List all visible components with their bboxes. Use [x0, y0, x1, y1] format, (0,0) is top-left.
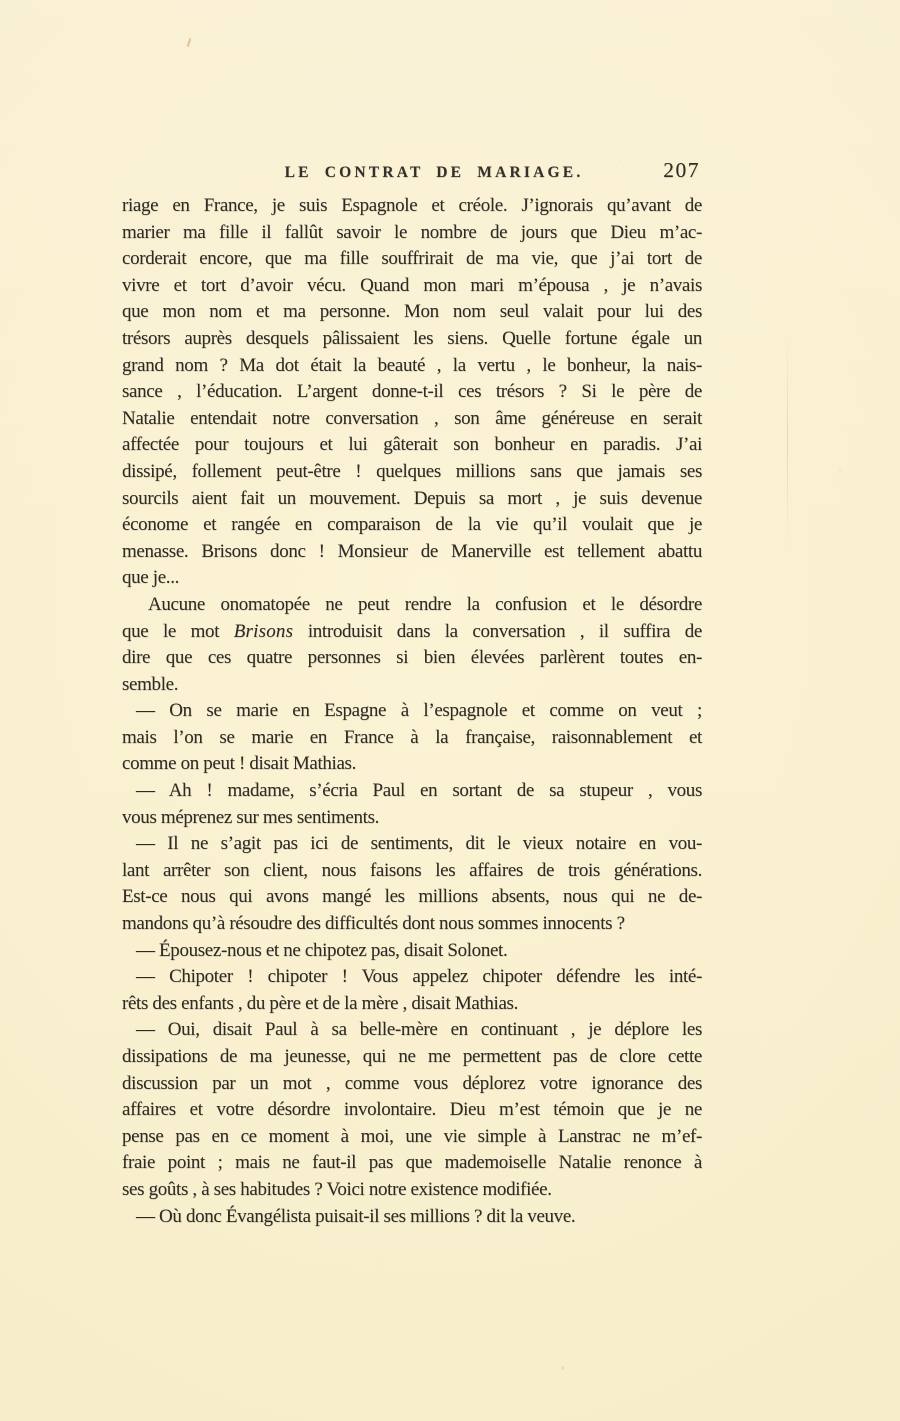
text-line: ses goûts , à ses habitudes ? Voici notre existence modifiée. [122, 1178, 552, 1200]
text-line: lant arrêter son client, nous faisons les affaires de trois générations. [122, 859, 702, 881]
text-line: corderait encore, que ma fille souffrirait de ma vie, que j’ai tort de [122, 248, 702, 270]
paragraph [122, 1017, 702, 1203]
paragraph [122, 964, 702, 1017]
text-line: — Épousez-nous et ne chipotez pas, disait Solonet. [136, 939, 508, 961]
text-line: rêts des enfants , du père et de la mère , disait Mathias. [122, 992, 518, 1014]
text-line: Est-ce nous qui avons mangé les millions absents, nous qui ne de- [122, 886, 702, 908]
text-line: que le mot Brisons introduisit dans la conversation , il suffira de [122, 620, 702, 642]
paper-speck [187, 38, 192, 47]
text-line: vous méprenez sur mes sentiments. [122, 806, 380, 828]
text-line: menasse. Brisons donc ! Monsieur de Manerville est tellement abattu [122, 540, 702, 562]
text-line: Natalie entendait notre conversation , son âme généreuse en serait [122, 407, 702, 429]
text-line: discussion par un mot , comme vous déplorez votre ignorance des [122, 1072, 702, 1094]
text-line: dissipations de ma jeunesse, qui ne me permettent pas de clore cette [122, 1046, 702, 1067]
paragraph [122, 193, 702, 592]
text-line: dire que ces quatre personnes si bien élevées parlèrent toutes en- [122, 647, 702, 669]
text-line: que mon nom et ma personne. Mon nom seul valait pour lui des [122, 301, 702, 323]
text-line: fraie point ; mais ne faut-il pas que mademoiselle Natalie renonce à [122, 1152, 702, 1174]
paragraph [122, 698, 702, 778]
text-line: — Où donc Évangélista puisait-il ses millions ? dit la veuve. [136, 1205, 576, 1227]
text-line: dissipé, follement peut-être ! quelques millions sans que jamais ses [122, 460, 702, 482]
text-line: mandons qu’à résoudre des difficultés dont nous sommes innocents ? [122, 913, 625, 935]
paper-crease [787, 330, 788, 550]
text-line: pense pas en ce moment à moi, une vie simple à Lanstrac ne m’ef- [122, 1125, 702, 1147]
text-line: marier ma fille il fallût savoir le nombre de jours que Dieu m’ac- [122, 221, 702, 243]
text-line: — Oui, disait Paul à sa belle-mère en continuant , je déplore les [136, 1019, 702, 1041]
text-line: affaires et votre désordre involontaire. Dieu m’est témoin que je ne [122, 1099, 702, 1121]
text-line: — Il ne s’agit pas ici de sentiments, dit le vieux notaire en vou- [136, 833, 702, 855]
text-line: affectée pour toujours et lui gâterait son bonheur en paradis. J’ai [122, 434, 702, 456]
page-number: 207 [663, 158, 700, 182]
text-line: que je... [122, 567, 179, 589]
text-line: économe et rangée en comparaison de la vie qu’il voulait que je [122, 514, 702, 536]
text-line: riage en France, je suis Espagnole et créole. J’ignorais qu’avant de [122, 195, 702, 216]
text-line: mais l’on se marie en France à la française, raisonnablement et [122, 726, 702, 748]
text-line: semble. [122, 673, 179, 695]
text-line: — On se marie en Espagne à l’espagnole et comme on veut ; [136, 700, 702, 722]
page-body [122, 193, 702, 1230]
text-line: trésors auprès desquels pâlissaient les siens. Quelle fortune égale un [122, 327, 702, 349]
paragraph [122, 778, 702, 831]
text-line: Aucune onomatopée ne peut rendre la confusion et le désordre [148, 593, 702, 615]
text-line: comme on peut ! disait Mathias. [122, 753, 356, 775]
text-line: — Chipoter ! chipoter ! Vous appelez chipoter défendre les inté- [136, 966, 702, 988]
paragraph [122, 1204, 702, 1231]
text-line: grand nom ? Ma dot était la beauté , la vertu , le bonheur, la nais- [122, 354, 702, 376]
text-line: sance , l’éducation. L’argent donne-t-il ces trésors ? Si le père de [122, 381, 702, 403]
running-head-title: LE CONTRAT DE MARIAGE. [284, 164, 584, 181]
running-head [122, 158, 702, 188]
text-line: sourcils aient fait un mouvement. Depuis sa mort , je suis devenue [122, 487, 702, 509]
text-line: vivre et tort d’avoir vécu. Quand mon mari m’épousa , je n’avais [122, 274, 702, 296]
paragraph [122, 592, 702, 698]
text-line: — Ah ! madame, s’écria Paul en sortant de sa stupeur , vous [136, 780, 702, 802]
paragraph [122, 938, 702, 965]
paragraph [122, 831, 702, 937]
